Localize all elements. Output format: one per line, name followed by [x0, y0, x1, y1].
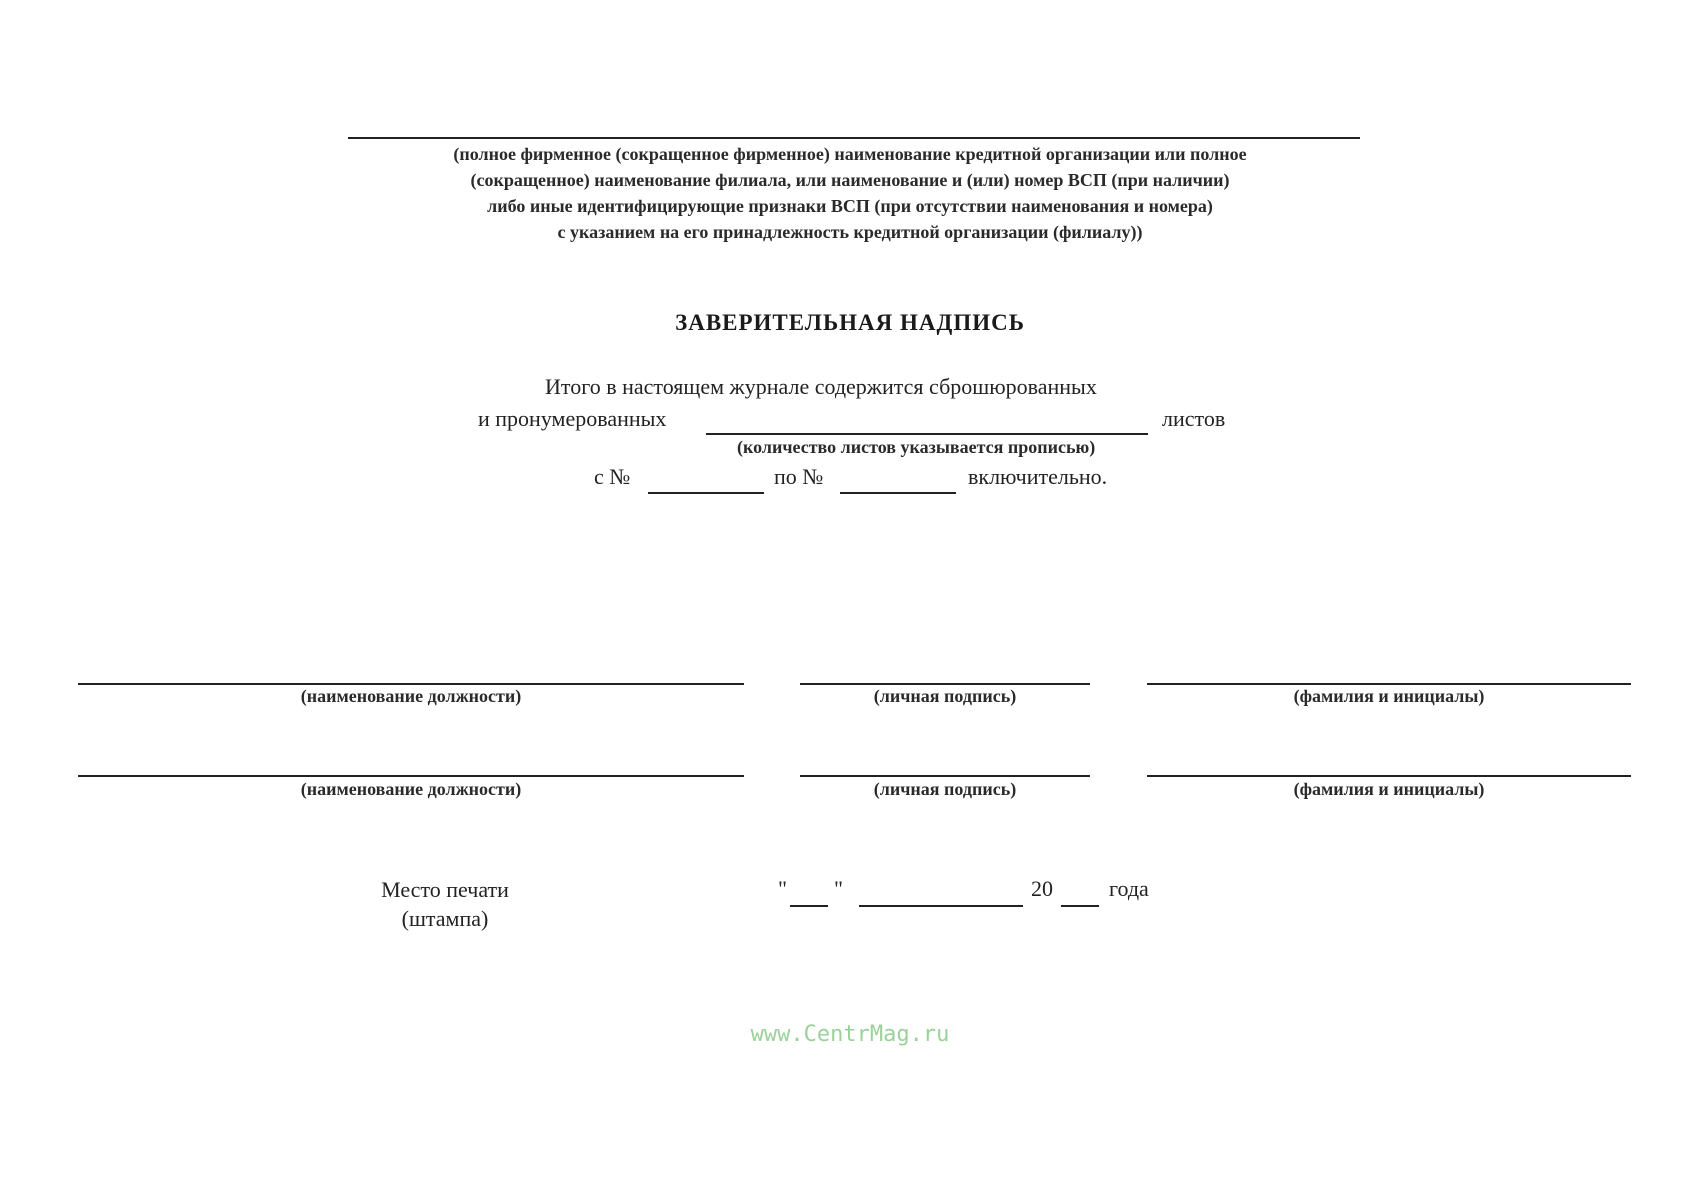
- sheet-count-caption: (количество листов указывается прописью): [737, 437, 1096, 457]
- name-field-2[interactable]: [1147, 775, 1631, 777]
- date-quote-open: ": [778, 876, 787, 901]
- name-field-1[interactable]: [1147, 683, 1631, 685]
- org-name-line[interactable]: [348, 137, 1360, 139]
- signature-field-2[interactable]: [800, 775, 1090, 777]
- position-caption-1: (наименование должности): [300, 686, 522, 706]
- sheet-count-field[interactable]: [706, 433, 1148, 435]
- from-number-label: с №: [594, 464, 631, 489]
- stamp-label: [340, 875, 550, 933]
- inclusive-label: включительно.: [968, 464, 1108, 489]
- statement-line-2-suffix: листов: [1162, 406, 1226, 431]
- signature-caption-2: (личная подпись): [873, 779, 1017, 799]
- position-field-1[interactable]: [78, 683, 744, 685]
- org-caption-line-3: либо иные идентифицирующие признаки ВСП (при отсутствии наименования и номера): [487, 196, 1213, 216]
- stamp-label-line-2: (штампа): [401, 906, 489, 931]
- from-number-field[interactable]: [648, 492, 764, 494]
- date-day-field[interactable]: [790, 905, 828, 907]
- date-month-field[interactable]: [859, 905, 1023, 907]
- to-number-field[interactable]: [840, 492, 956, 494]
- signature-caption-1: (личная подпись): [873, 686, 1017, 706]
- org-caption-line-2: (сокращенное) наименование филиала, или наименование и (или) номер ВСП (при наличии): [470, 170, 1230, 190]
- date-year-prefix: 20: [1031, 876, 1053, 901]
- statement-line-1: Итого в настоящем журнале содержится сброшюрованных: [545, 374, 1097, 399]
- position-caption-2: (наименование должности): [300, 779, 522, 799]
- date-year-field[interactable]: [1061, 905, 1099, 907]
- to-number-label: по №: [774, 464, 824, 489]
- watermark-text: www.CentrMag.ru: [750, 1022, 950, 1047]
- org-caption-line-4: с указанием на его принадлежность кредитной организации (филиалу)): [557, 222, 1143, 242]
- name-caption-2: (фамилия и инициалы): [1293, 779, 1485, 799]
- statement-line-2-prefix: и пронумерованных: [478, 406, 667, 431]
- date-year-suffix: года: [1109, 876, 1149, 901]
- position-field-2[interactable]: [78, 775, 744, 777]
- stamp-label-line-1: Место печати: [381, 877, 509, 902]
- org-name-caption: [300, 141, 1400, 245]
- name-caption-1: (фамилия и инициалы): [1293, 686, 1485, 706]
- org-caption-line-1: (полное фирменное (сокращенное фирменное) наименование кредитной организации или полное: [453, 144, 1247, 164]
- date-quote-close: ": [834, 876, 843, 901]
- signature-field-1[interactable]: [800, 683, 1090, 685]
- document-title: ЗАВЕРИТЕЛЬНАЯ НАДПИСЬ: [675, 310, 1025, 335]
